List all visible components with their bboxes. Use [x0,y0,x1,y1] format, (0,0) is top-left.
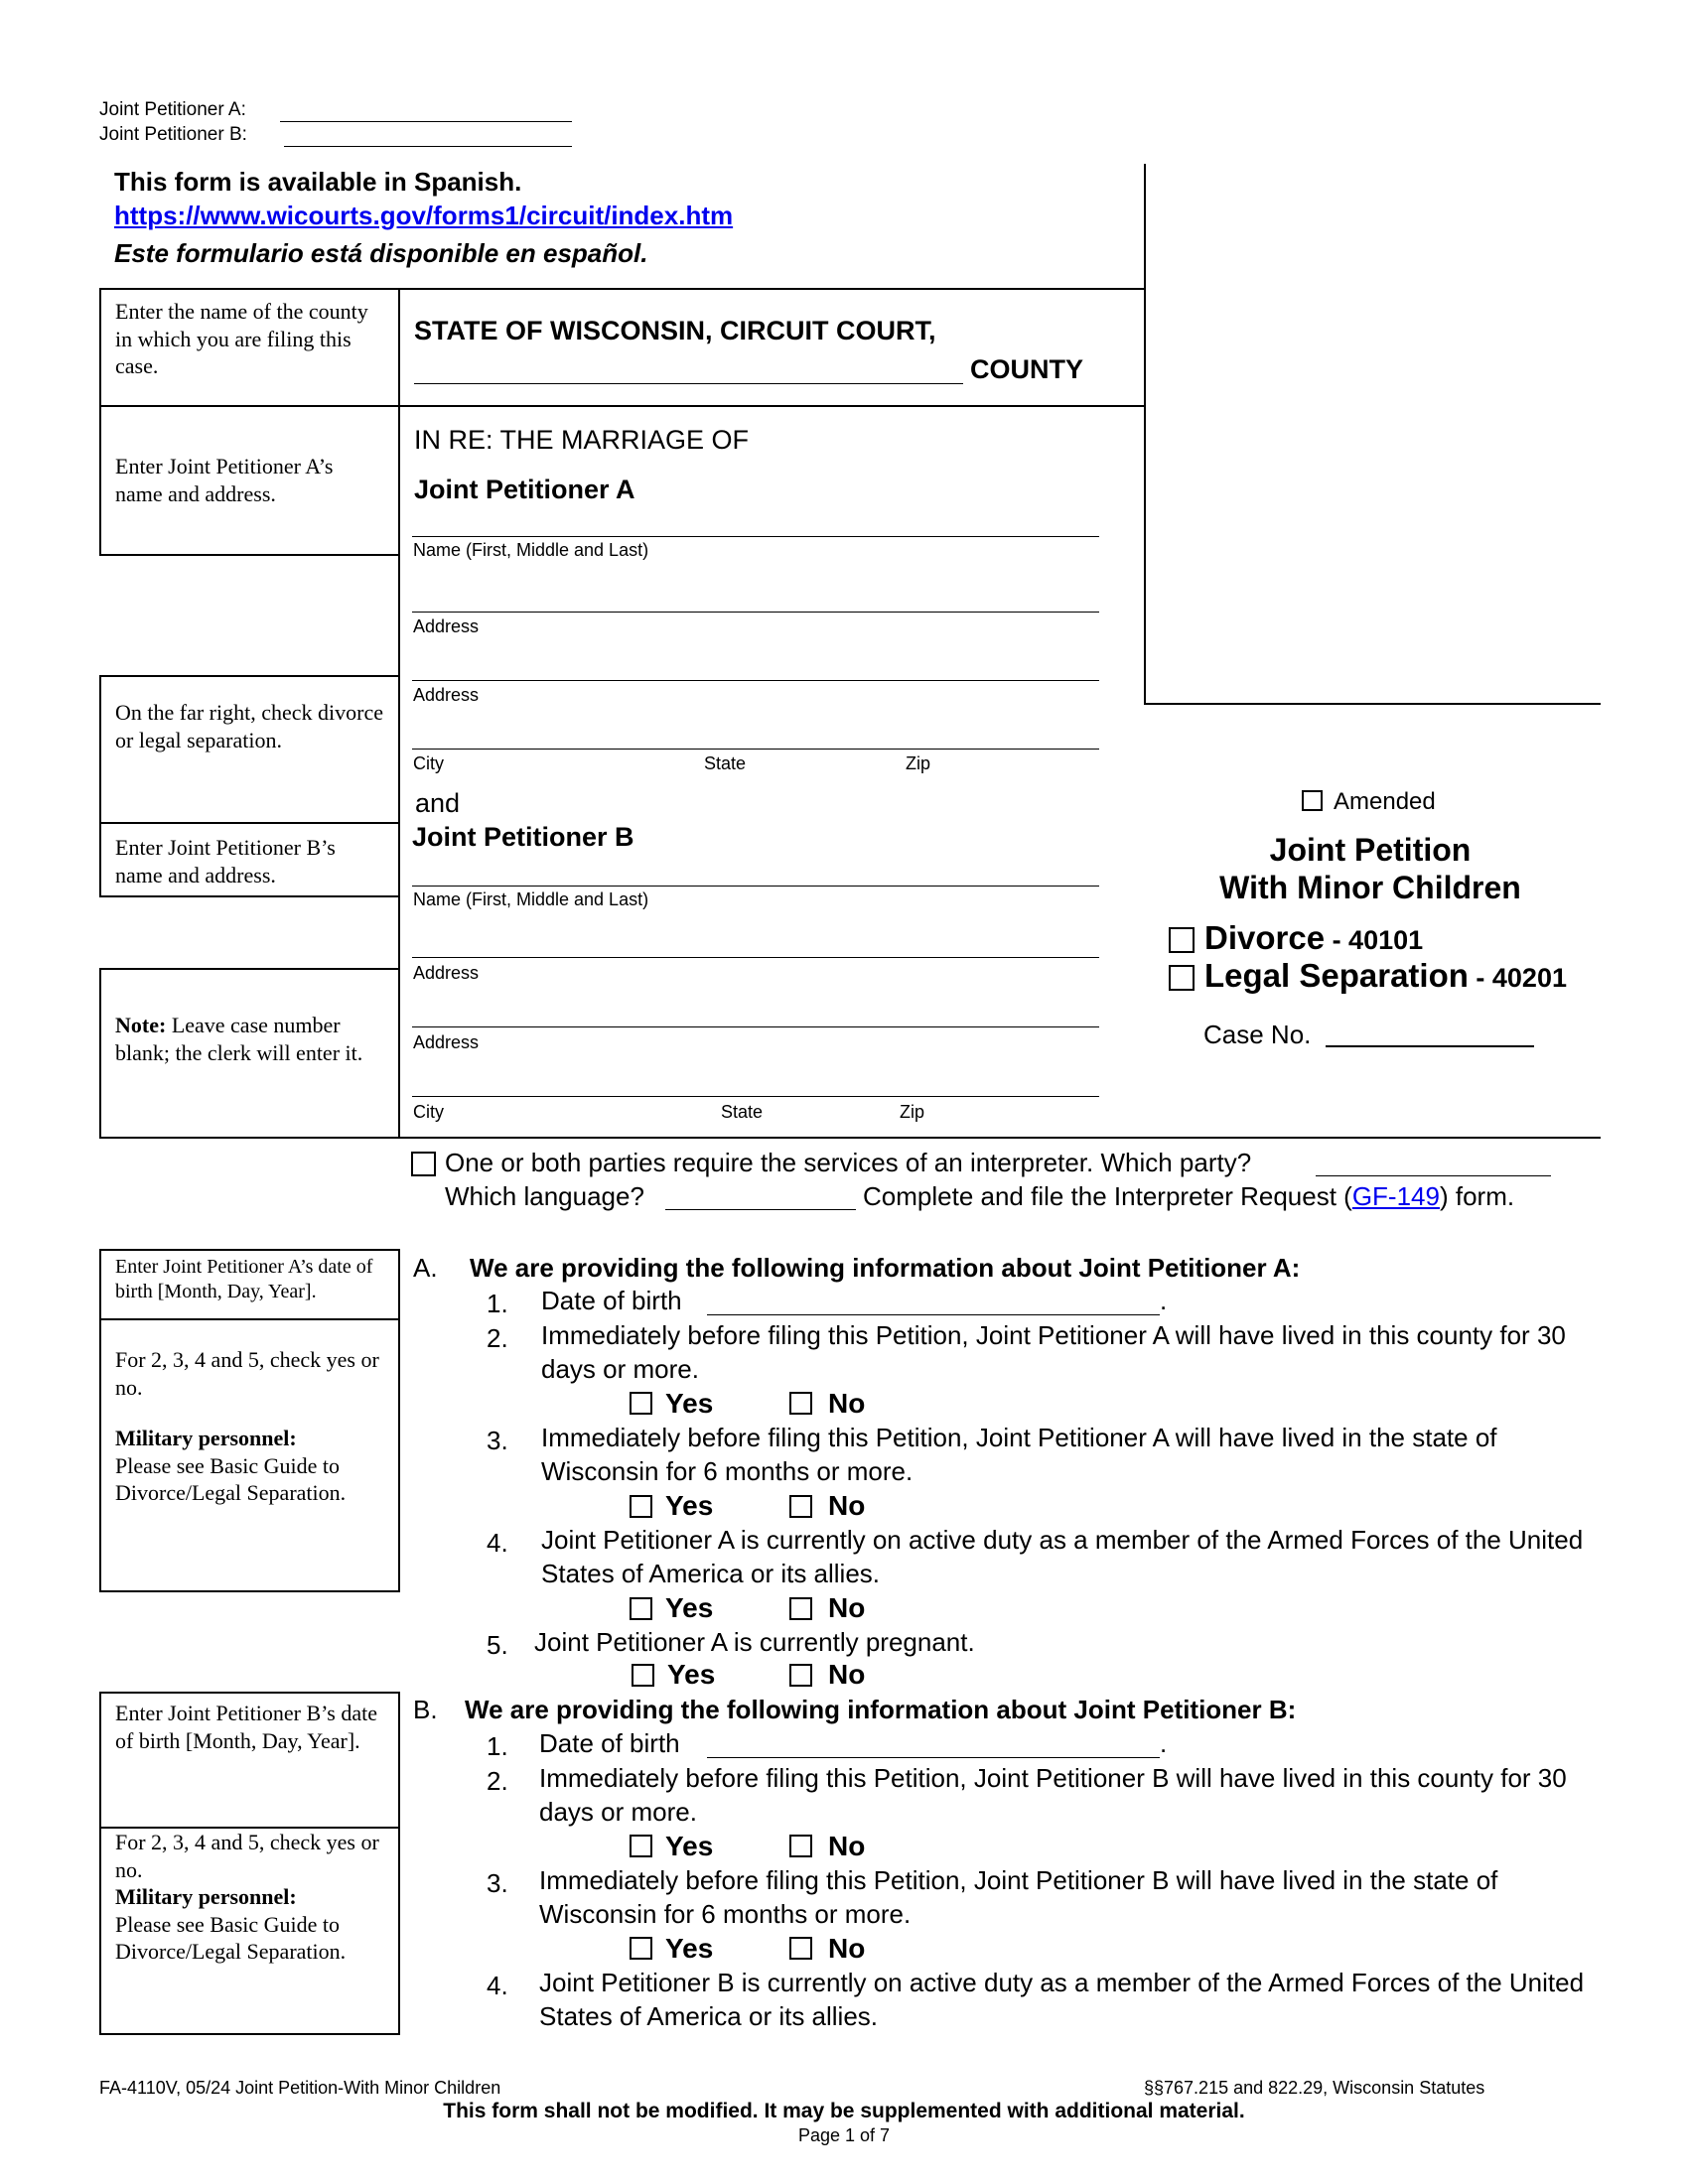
petitioner-b-name-field[interactable] [412,860,1099,887]
spanish-forms-link[interactable]: https://www.wicourts.gov/forms1/circuit/index.htm [114,201,734,230]
a4-text: Joint Petitioner A is currently on active duty as a member of the Armed Forces of the United States of America or its allies. [541,1525,1584,1588]
petitioner-b-heading: Joint Petitioner B [412,822,634,852]
court-title: STATE OF WISCONSIN, CIRCUIT COURT, [414,316,936,345]
interpreter-line1: One or both parties require the services of an interpreter. Which party? [445,1148,1252,1177]
a3-number: 3. [487,1426,508,1455]
header-petitioner-a-field[interactable] [280,99,572,122]
b3-no-checkbox[interactable] [789,1937,812,1960]
b2-no-checkbox[interactable] [789,1835,812,1857]
legal-separation-option [1204,957,1567,995]
a2-number: 2. [487,1323,508,1353]
petitioner-b-city-state-zip-field[interactable] [412,1070,1099,1097]
interpreter-party-field[interactable] [1316,1152,1551,1176]
interpreter-language-label: Which language? [445,1181,644,1211]
petitioner-b-zip-label: Zip [900,1102,925,1122]
b3-yes-label: Yes [665,1933,714,1964]
note-dob-a: Enter Joint Petitioner A’s date of birth [Month, Day, Year]. [99,1249,400,1320]
note-yes-no-a [99,1318,400,1592]
form-title-line2: With Minor Children [1219,870,1521,905]
a5-yes-label: Yes [667,1659,716,1690]
petitioner-a-address2-field[interactable] [412,654,1099,681]
b3-number: 3. [487,1868,508,1898]
legal-separation-code: - 40201 [1468,963,1567,993]
interpreter-instruction-text: Complete and file the Interpreter Request ( [863,1181,1352,1211]
b2-no-label: No [828,1831,866,1861]
interpreter-checkbox[interactable] [411,1152,436,1176]
caption-right-border [1144,164,1146,705]
divorce-checkbox[interactable] [1169,927,1195,953]
county-name-field[interactable] [414,357,963,384]
section-b-heading: We are providing the following information about Joint Petitioner B: [465,1695,1297,1724]
note-military-b-label: Military personnel: [115,1884,297,1909]
footer-statutes: §§767.215 and 822.29, Wisconsin Statutes [1144,2078,1485,2098]
note-dob-b: Enter Joint Petitioner B’s date of birth [Month, Day, Year]. [99,1692,400,1829]
note-military-a-text: Please see Basic Guide to Divorce/Legal Separation. [115,1452,347,1505]
note-label: Note: [115,1013,167,1037]
petitioner-a-city-label: City [413,753,444,773]
petitioner-a-name-label: Name (First, Middle and Last) [413,540,649,560]
interpreter-language-field[interactable] [665,1185,856,1210]
case-no-label: Case No. [1203,1020,1312,1049]
note-petitioner-b: Enter Joint Petitioner B’s name and address. [99,822,400,897]
petitioner-a-city-state-zip-field[interactable] [412,723,1099,750]
header-petitioner-a-label: Joint Petitioner A: [99,99,246,120]
petitioner-a-address2-label: Address [413,685,480,705]
petitioner-a-address1-label: Address [413,616,480,636]
petitioner-b-city-label: City [413,1102,444,1122]
clerk-box-bottom-border [1144,703,1601,705]
a4-number: 4. [487,1528,508,1558]
legal-separation-checkbox[interactable] [1169,965,1195,991]
a1-text: Date of birth [541,1286,682,1315]
form-title [1162,831,1579,906]
note-yes-no-a-text: For 2, 3, 4 and 5, check yes or no. [115,1347,379,1400]
a3-text: Immediately before filing this Petition, Joint Petitioner A will have lived in the state of Wisconsin for 6 months or more. [541,1423,1497,1486]
b1-number: 1. [487,1731,508,1761]
petitioner-a-name-field[interactable] [412,510,1099,537]
spanish-espanol: Este formulario está disponible en español. [114,238,648,268]
b2-yes-label: Yes [665,1831,714,1861]
a2-yes-checkbox[interactable] [630,1392,652,1415]
case-no-field[interactable] [1326,1023,1534,1047]
petitioner-b-address1-label: Address [413,963,480,983]
note-text: Leave case number blank; the clerk will enter it. [115,1013,363,1065]
petitioner-b-name-label: Name (First, Middle and Last) [413,889,649,909]
b4-text: Joint Petitioner B is currently on active duty as a member of the Armed Forces of the United States of America or its allies. [539,1968,1585,2031]
form-title-line1: Joint Petition [1269,832,1472,868]
note-yes-no-b-text: For 2, 3, 4 and 5, check yes or no. [115,1830,379,1882]
footer-form-id: FA-4110V, 05/24 Joint Petition-With Minor Children [99,2078,501,2098]
interpreter-instruction-end: ) form. [1439,1181,1515,1211]
header-petitioner-b-field[interactable] [284,124,572,147]
a2-no-checkbox[interactable] [789,1392,812,1415]
b1-dob-field[interactable] [707,1731,1160,1758]
and-label: and [415,788,461,818]
a3-yes-label: Yes [665,1490,714,1521]
petitioner-a-heading: Joint Petitioner A [414,475,635,504]
amended-checkbox[interactable] [1302,790,1323,811]
footer-notice: This form shall not be modified. It may be supplemented with additional material. [443,2100,1245,2122]
b2-text: Immediately before filing this Petition, Joint Petitioner B will have lived in this county for 30 days or more. [539,1763,1567,1827]
in-re-marriage: IN RE: THE MARRIAGE OF [414,425,750,455]
a5-text: Joint Petitioner A is currently pregnant. [534,1627,975,1657]
a1-dob-field[interactable] [707,1289,1160,1315]
a5-number: 5. [487,1630,508,1660]
interpreter-instruction [863,1181,1514,1212]
a4-no-label: No [828,1592,866,1623]
footer-page: Page 1 of 7 [797,2125,891,2145]
section-a-letter: A. [413,1253,438,1283]
a2-no-label: No [828,1388,866,1419]
b3-no-label: No [828,1933,866,1964]
divorce-label: Divorce [1204,919,1326,956]
section-b-letter: B. [413,1695,438,1724]
b2-number: 2. [487,1766,508,1796]
note-military-a-label: Military personnel: [115,1426,297,1450]
amended-label: Amended [1334,788,1436,815]
a5-no-checkbox[interactable] [789,1664,812,1687]
b3-yes-checkbox[interactable] [630,1937,652,1960]
a5-no-label: No [828,1659,866,1690]
spanish-notice: This form is available in Spanish. [114,167,522,197]
a3-no-label: No [828,1490,866,1521]
section-a-heading: We are providing the following information about Joint Petitioner A: [470,1253,1301,1283]
legal-separation-label: Legal Separation [1204,957,1469,994]
a2-text: Immediately before filing this Petition, Joint Petitioner A will have lived in this county for 30 days or more. [541,1320,1566,1384]
a4-yes-checkbox[interactable] [630,1597,652,1620]
b1-text: Date of birth [539,1728,680,1758]
a1-number: 1. [487,1289,508,1318]
b4-number: 4. [487,1971,508,2000]
header-petitioner-b-label: Joint Petitioner B: [99,124,247,145]
divorce-code: - 40101 [1325,925,1424,955]
note-check-divorce: On the far right, check divorce or legal separation. [99,675,400,824]
b2-yes-checkbox[interactable] [630,1835,652,1857]
b3-text: Immediately before filing this Petition, Joint Petitioner B will have lived in the state of Wisconsin for 6 months or more. [539,1865,1498,1929]
county-label: COUNTY [970,354,1083,384]
divorce-option [1204,919,1423,957]
petitioner-b-address2-field[interactable] [412,1001,1099,1027]
note-case-number [99,968,400,1139]
a4-no-checkbox[interactable] [789,1597,812,1620]
a3-yes-checkbox[interactable] [630,1495,652,1518]
petitioner-a-address1-field[interactable] [412,586,1099,613]
note-yes-no-b [99,1827,400,2035]
a4-yes-label: Yes [665,1592,714,1623]
petitioner-a-state-label: State [704,753,747,773]
petitioner-b-address1-field[interactable] [412,931,1099,958]
a2-yes-label: Yes [665,1388,714,1419]
gf-149-link[interactable]: GF-149 [1351,1181,1440,1211]
note-petitioner-a: Enter Joint Petitioner A’s name and address. [99,405,400,556]
a3-no-checkbox[interactable] [789,1495,812,1518]
note-county: Enter the name of the county in which you are filing this case. [99,288,400,407]
note-military-b-text: Please see Basic Guide to Divorce/Legal Separation. [115,1911,347,1964]
petitioner-b-state-label: State [721,1102,764,1122]
a5-yes-checkbox[interactable] [632,1664,654,1687]
petitioner-b-address2-label: Address [413,1032,480,1052]
petitioner-a-zip-label: Zip [906,753,931,773]
